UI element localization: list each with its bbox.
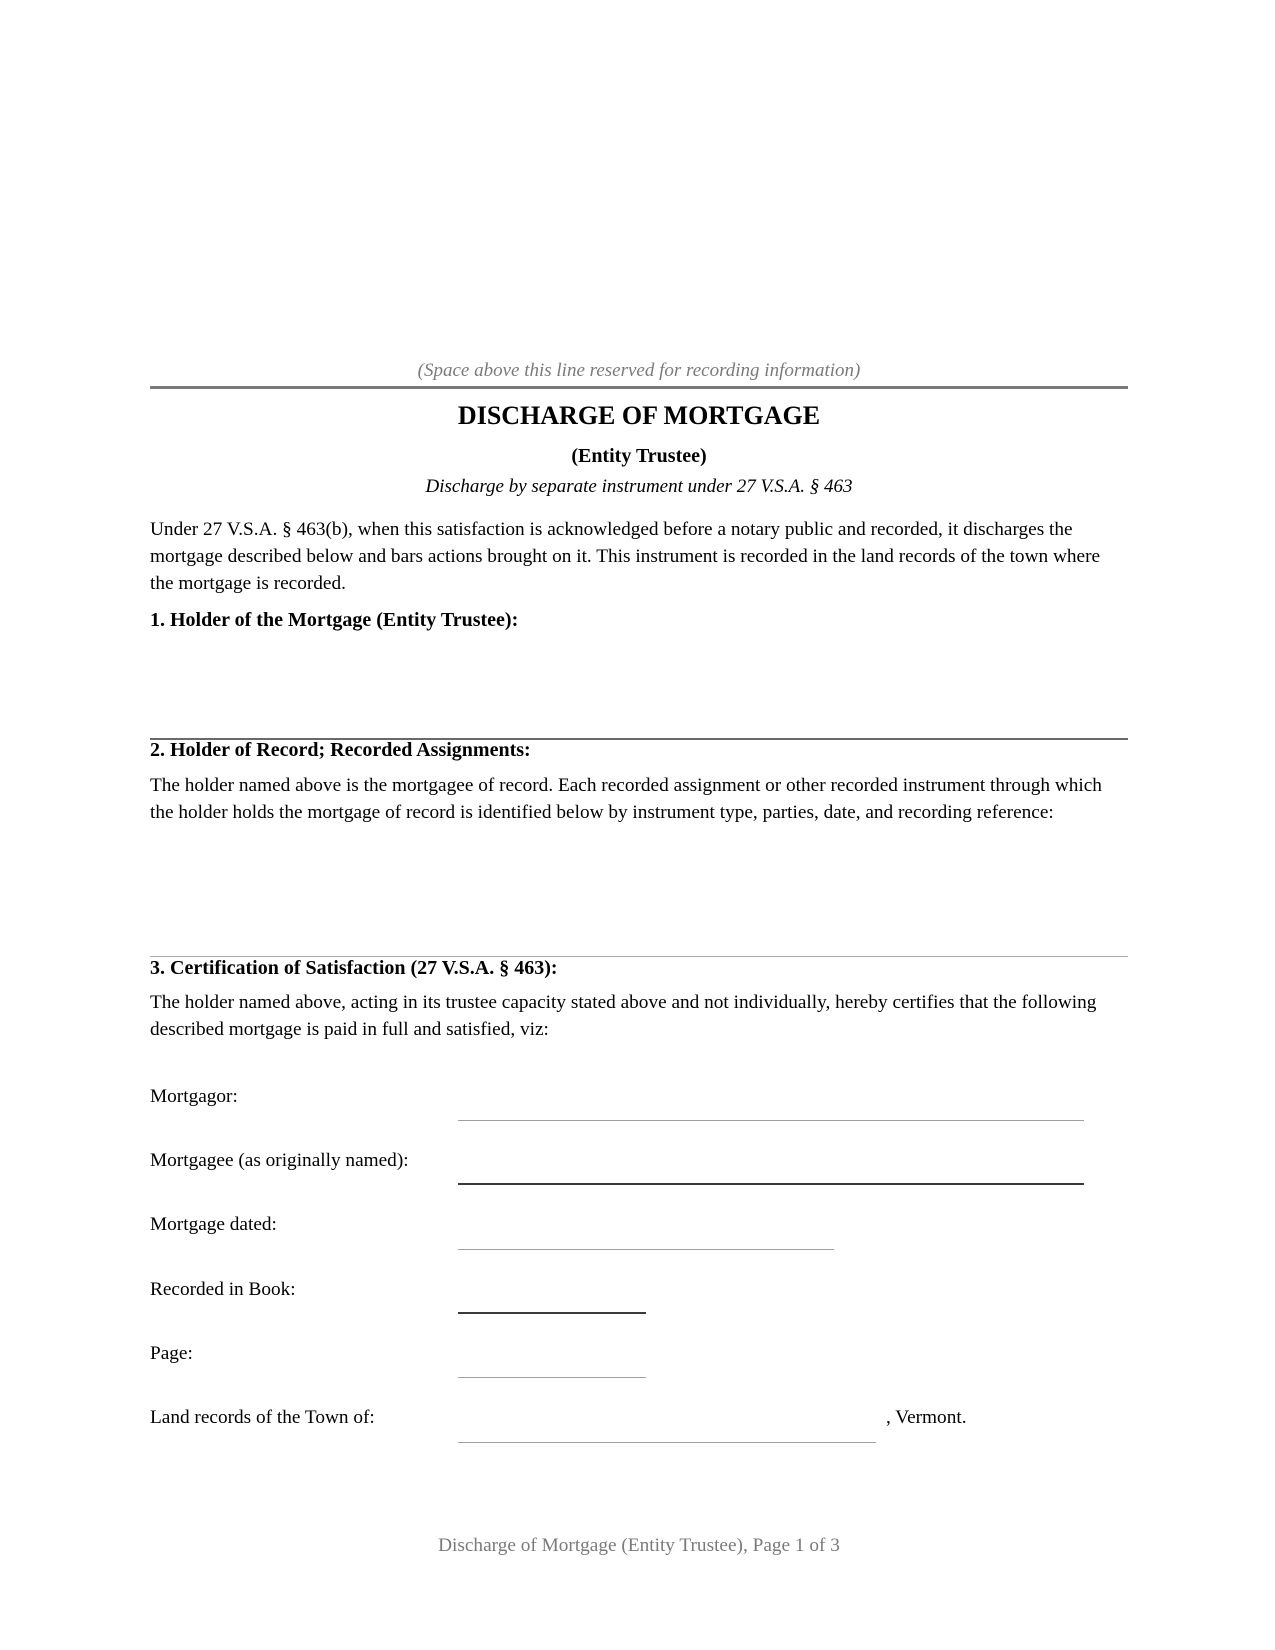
section-2-heading: 2. Holder of Record; Recorded Assignments: — [150, 739, 531, 761]
mortgage-dated-field[interactable] — [458, 1249, 834, 1250]
section-2-body: The holder named above is the mortgagee of record. Each recorded assignment or other recorded instrument through which the holder holds the mortgage of record is identified below by instrument type, parties, date, and recording reference: — [150, 775, 1102, 823]
town-field[interactable] — [458, 1442, 876, 1443]
section-3-body: The holder named above, acting in its trustee capacity stated above and not individually, hereby certifies that the following described mortgage is paid in full and satisfied, viz: — [150, 992, 1097, 1040]
recording-space-note: (Space above this line reserved for recording information) — [417, 360, 861, 381]
document-subtitle: (Entity Trustee) — [571, 445, 707, 467]
mortgagee-field[interactable] — [458, 1183, 1084, 1185]
instrument-basis: Discharge by separate instrument under 27 V.S.A. § 463 — [425, 476, 853, 497]
document-title: DISCHARGE OF MORTGAGE — [457, 401, 821, 430]
page-field[interactable] — [458, 1377, 646, 1378]
recorded-book-field[interactable] — [458, 1312, 646, 1314]
mortgagor-label: Mortgagor: — [150, 1086, 238, 1107]
mortgagee-label: Mortgagee (as originally named): — [150, 1150, 409, 1171]
recording-space-divider — [150, 386, 1128, 389]
intro-paragraph: Under 27 V.S.A. § 463(b), when this satisfaction is acknowledged before a notary public and recorded, it discharges the mortgage described below and bars actions brought on it. This instrument is recorded in the land records of the town where the mortgage is recorded. — [150, 519, 1101, 594]
town-state-suffix: , Vermont. — [886, 1407, 967, 1428]
section-3-heading: 3. Certification of Satisfaction (27 V.S.A. § 463): — [150, 957, 558, 979]
page-label: Page: — [150, 1343, 193, 1364]
section-1-heading: 1. Holder of the Mortgage (Entity Trustee): — [150, 609, 519, 631]
mortgage-dated-label: Mortgage dated: — [150, 1214, 277, 1235]
recorded-book-label: Recorded in Book: — [150, 1279, 296, 1300]
page-footer: Discharge of Mortgage (Entity Trustee), Page 1 of 3 — [438, 1535, 840, 1556]
town-label: Land records of the Town of: — [150, 1407, 375, 1428]
mortgagor-field[interactable] — [458, 1120, 1084, 1121]
